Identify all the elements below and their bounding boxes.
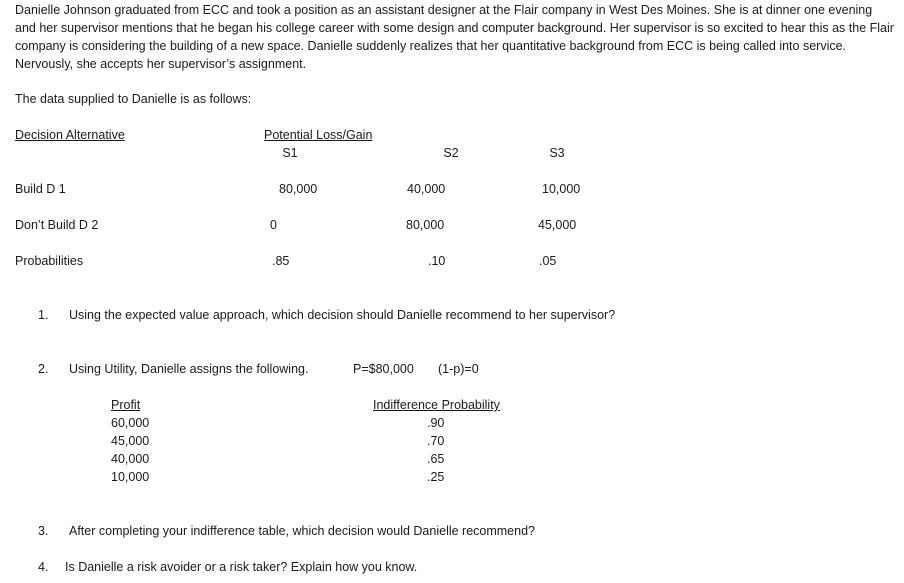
utility-header-indifference: Indifference Probability (373, 398, 500, 412)
question-4-number: 4. (38, 560, 49, 574)
question-2-p-value: P=$80,000 (353, 362, 414, 376)
cell-dont-build-s1: 0 (270, 218, 277, 232)
data-intro: The data supplied to Danielle is as follows: (15, 92, 252, 106)
intro-paragraph: Danielle Johnson graduated from ECC and took a position as an assistant designer at the Flair company in West Des Moines. She is at dinner one evening and her supervisor mentions that he began his college career with some design and computer background. Her supervisor is so excited to hear this as the Flair company is considering the building of a new space. Danielle suddenly realizes that her quantitative background from ECC is being called into service. Nervously, she accepts her supervisor’s assignment. (15, 3, 894, 71)
question-1-number: 1. (38, 308, 49, 322)
question-3-text: After completing your indifference table, which decision would Danielle recommend? (69, 524, 535, 538)
state-s2: S2 (443, 146, 459, 160)
cell-dont-build-s2: 80,000 (406, 218, 445, 232)
question-4-text: Is Danielle a risk avoider or a risk taker? Explain how you know. (65, 560, 418, 574)
utility-prob-4: .25 (427, 470, 445, 484)
cell-build-s3: 10,000 (542, 182, 581, 196)
row-label-build-d1: Build D 1 (15, 182, 66, 196)
state-s3: S3 (549, 146, 565, 160)
header-potential-loss-gain: Potential Loss/Gain (264, 128, 373, 142)
cell-dont-build-s3: 45,000 (538, 218, 577, 232)
cell-prob-s2: .10 (428, 254, 446, 268)
question-2-number: 2. (38, 362, 49, 376)
utility-header-profit: Profit (111, 398, 141, 412)
question-1-text: Using the expected value approach, which decision should Danielle recommend to her supervisor? (69, 308, 616, 322)
cell-prob-s3: .05 (539, 254, 557, 268)
question-2-text: Using Utility, Danielle assigns the following. (69, 362, 309, 376)
utility-profit-1: 60,000 (111, 416, 150, 430)
utility-profit-3: 40,000 (111, 452, 150, 466)
row-label-probabilities: Probabilities (15, 254, 84, 268)
cell-build-s2: 40,000 (407, 182, 446, 196)
utility-prob-2: .70 (427, 434, 445, 448)
utility-prob-1: .90 (427, 416, 445, 430)
question-2-q-value: (1-p)=0 (438, 362, 479, 376)
header-decision-alternative: Decision Alternative (15, 128, 125, 142)
question-3-number: 3. (38, 524, 49, 538)
utility-profit-4: 10,000 (111, 470, 150, 484)
state-s1: S1 (282, 146, 298, 160)
utility-prob-3: .65 (427, 452, 445, 466)
row-label-dont-build-d2: Don’t Build D 2 (15, 218, 99, 232)
cell-build-s1: 80,000 (279, 182, 318, 196)
utility-profit-2: 45,000 (111, 434, 150, 448)
cell-prob-s1: .85 (272, 254, 290, 268)
